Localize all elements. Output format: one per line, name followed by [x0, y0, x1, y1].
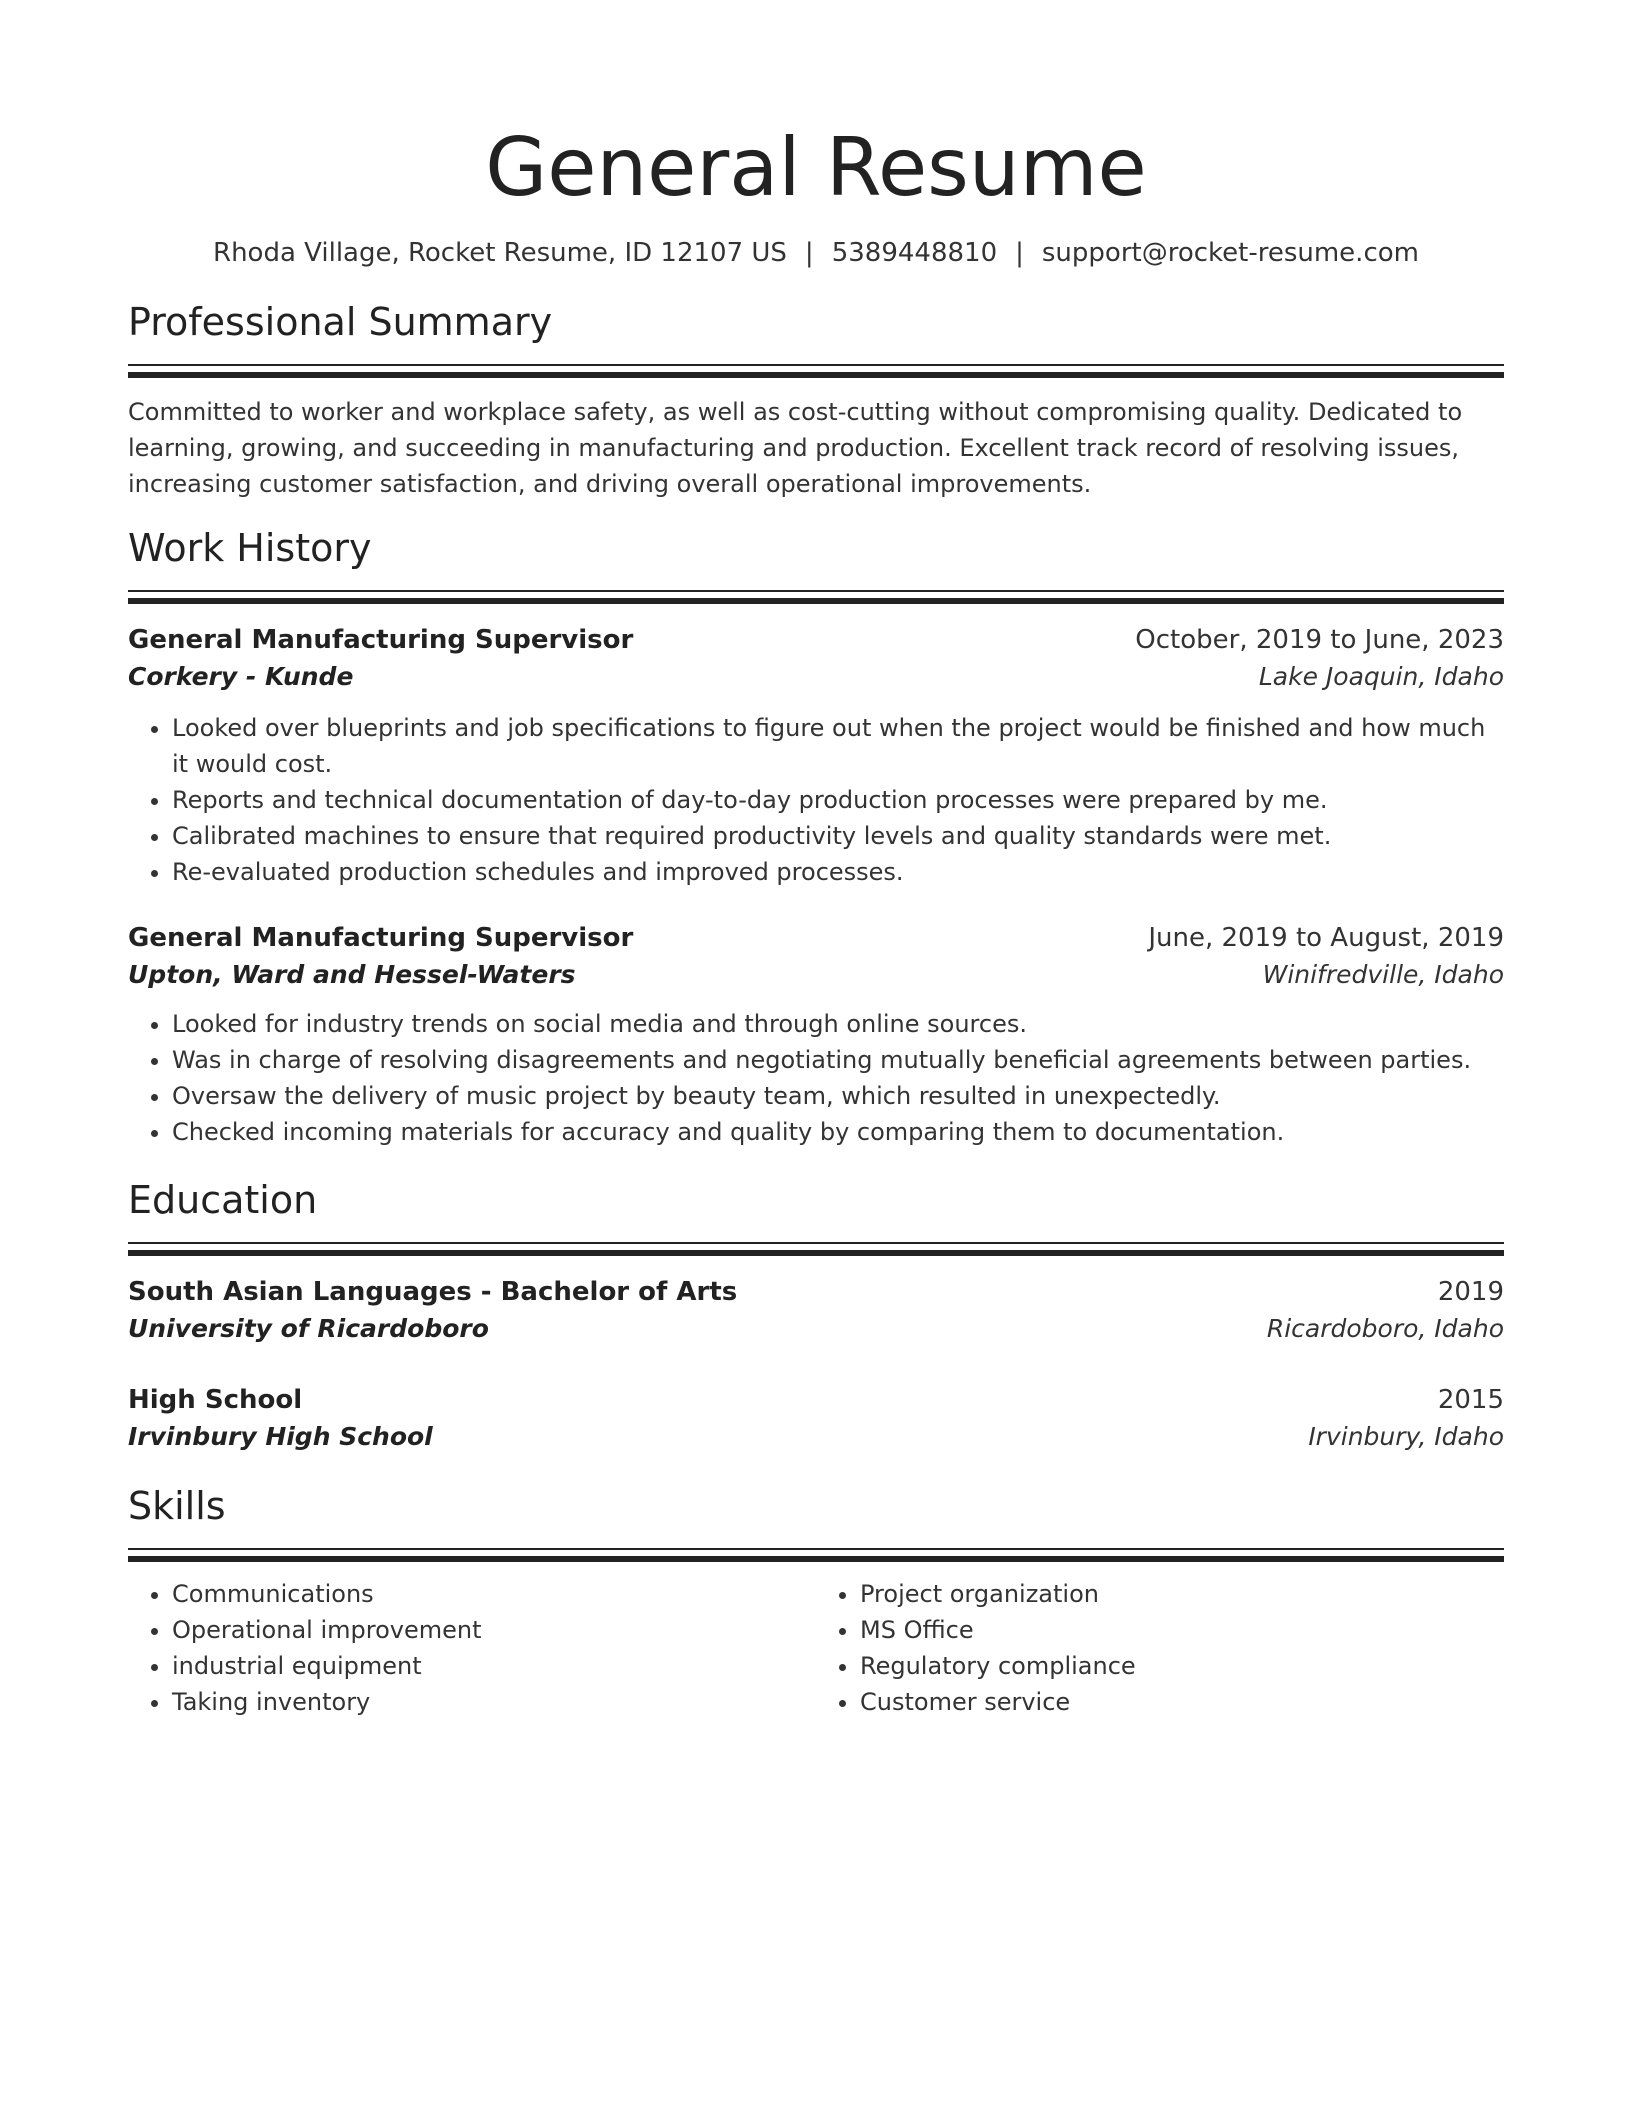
job-dates: October, 2019 to June, 2023 [1135, 625, 1504, 655]
section-title-work-history: Work History [128, 526, 372, 570]
section-divider [128, 364, 1504, 380]
section-title-summary: Professional Summary [128, 300, 553, 344]
skills-list-left [128, 1576, 816, 1720]
job-company: Corkery - Kunde [128, 662, 354, 691]
skills-columns [128, 1576, 1504, 1720]
education-degree: High School [128, 1385, 303, 1415]
job-bullet: • Re-evaluated production schedules and improved processes. [172, 854, 1504, 890]
skills-list-right [816, 1576, 1504, 1720]
skill-item: • Regulatory compliance [860, 1648, 1504, 1684]
section-title-skills: Skills [128, 1484, 226, 1528]
section-divider [128, 590, 1504, 606]
contact-phone: 5389448810 [831, 238, 998, 268]
job-bullet: • Checked incoming materials for accuracy and quality by comparing them to documentation. [172, 1114, 1504, 1150]
summary-text: Committed to worker and workplace safety, as well as cost-cutting without compromising quality. Dedicated to learning, growing, and succeeding in manufacturing and production. Excellent track record of resolving issues, increasing customer satisfaction, and driving overall operational improvements. [128, 398, 1463, 498]
skill-item: • Communications [172, 1576, 816, 1612]
contact-separator: | [804, 238, 814, 268]
job-header-row [128, 920, 1504, 956]
education-header-row [128, 1382, 1504, 1418]
education-header-row [128, 1274, 1504, 1310]
contact-email: support@rocket-resume.com [1041, 238, 1419, 268]
job-bullet: • Looked over blueprints and job specifications to figure out when the project would be finished and how much it would cost. [172, 710, 1504, 782]
contact-address: Rhoda Village, Rocket Resume, ID 12107 US [213, 238, 787, 268]
skill-item: • Customer service [860, 1684, 1504, 1720]
education-entry [128, 1274, 1504, 1348]
job-title: General Manufacturing Supervisor [128, 923, 634, 953]
summary-section [128, 298, 1504, 502]
education-section [128, 1176, 1504, 1456]
skill-item: • MS Office [860, 1612, 1504, 1648]
education-school: University of Ricardoboro [128, 1314, 489, 1343]
resume-name: General Resume [485, 121, 1147, 214]
skill-item: • Taking inventory [172, 1684, 816, 1720]
education-location: Irvinbury, Idaho [1308, 1422, 1504, 1451]
skill-item: • Project organization [860, 1576, 1504, 1612]
job-bullet: • Reports and technical documentation of day-to-day production processes were prepared by me. [172, 782, 1504, 818]
education-entry [128, 1382, 1504, 1456]
education-school-row [128, 1418, 1504, 1456]
work-history-section [128, 524, 1504, 1150]
job-title: General Manufacturing Supervisor [128, 625, 634, 655]
section-divider [128, 1548, 1504, 1564]
skills-section [128, 1482, 1504, 1720]
contact-line [128, 236, 1504, 270]
job-bullet-list [128, 710, 1504, 890]
job-location: Winifredville, Idaho [1262, 960, 1504, 989]
section-title-education: Education [128, 1178, 318, 1222]
job-location: Lake Joaquin, Idaho [1258, 662, 1504, 691]
education-year: 2015 [1437, 1385, 1504, 1415]
contact-separator: | [1015, 238, 1024, 268]
resume-page [128, 0, 1504, 1720]
job-dates: June, 2019 to August, 2019 [1148, 923, 1504, 953]
education-location: Ricardoboro, Idaho [1266, 1314, 1504, 1343]
education-year: 2019 [1437, 1277, 1504, 1307]
job-header-row [128, 622, 1504, 658]
job-entry [128, 920, 1504, 1150]
job-bullet: • Was in charge of resolving disagreements and negotiating mutually beneficial agreements between parties. [172, 1042, 1504, 1078]
skill-item: • industrial equipment [172, 1648, 816, 1684]
job-company: Upton, Ward and Hessel-Waters [128, 960, 576, 989]
section-divider [128, 1242, 1504, 1258]
job-bullet: • Oversaw the delivery of music project by beauty team, which resulted in unexpectedly. [172, 1078, 1504, 1114]
education-degree: South Asian Languages - Bachelor of Arts [128, 1277, 738, 1307]
education-school-row [128, 1310, 1504, 1348]
job-entry [128, 622, 1504, 890]
job-bullet-list [128, 1006, 1504, 1150]
skill-item: • Operational improvement [172, 1612, 816, 1648]
job-bullet: • Looked for industry trends on social media and through online sources. [172, 1006, 1504, 1042]
job-company-row [128, 956, 1504, 994]
job-company-row [128, 658, 1504, 696]
job-bullet: • Calibrated machines to ensure that required productivity levels and quality standards were met. [172, 818, 1504, 854]
education-school: Irvinbury High School [128, 1422, 433, 1451]
